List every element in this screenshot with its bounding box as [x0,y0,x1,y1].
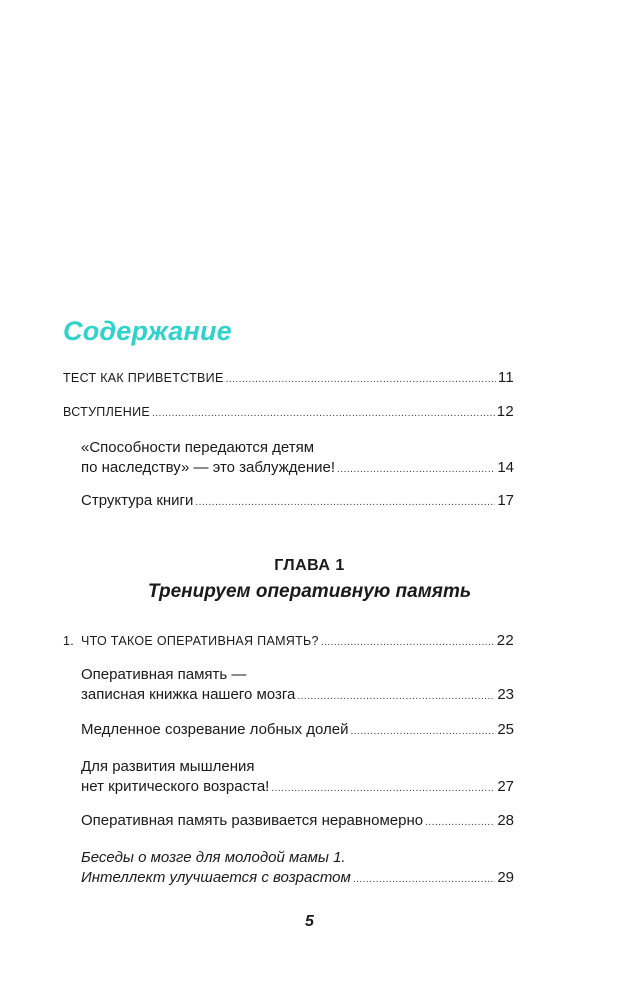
contents-title: Содержание [63,316,232,346]
toc-entry-line1: Для развития мышления [81,758,255,775]
dot-leader [425,813,495,833]
toc-page-number: 12 [496,403,514,420]
toc-entry-frontal-lobes[interactable] [81,720,514,742]
toc-page-number: 22 [496,632,514,649]
chapter-label: ГЛАВА 1 [274,557,345,574]
section-number: 1. [63,634,75,648]
toc-page-number: 17 [497,492,514,509]
dot-leader [297,687,495,707]
toc-entry-introduction[interactable] [63,402,514,424]
dot-leader [226,370,496,390]
toc-entry-abilities[interactable] [81,438,514,480]
toc-entry-line1: «Способности передаются детям [81,439,315,456]
toc-page-number: 14 [497,459,514,476]
toc-entry-test[interactable] [63,368,514,390]
toc-entry-uneven-development[interactable] [81,811,514,833]
toc-entry-text: Медленное созревание лобных долей [81,721,349,738]
toc-entry-text: ТЕСТ КАК ПРИВЕТСТВИЕ [63,371,224,385]
toc-entry-structure[interactable] [81,491,514,513]
toc-entry-section-1[interactable] [63,631,514,653]
toc-page-number: 25 [497,721,514,738]
dot-leader [337,460,495,480]
toc-page-number: 29 [497,869,514,886]
dot-leader [152,404,495,424]
dot-leader [271,779,495,799]
toc-entry-working-memory[interactable] [81,665,514,707]
toc-entry-text: Структура книги [81,492,194,509]
chapter-title: Тренируем оперативную память [147,581,472,602]
toc-entry-text: записная книжка нашего мозга [81,686,296,703]
toc-entry-text: Оперативная память развивается неравномерно [81,812,424,829]
dot-leader [195,493,495,513]
toc-page-number: 11 [497,369,514,386]
toc-page-number: 27 [497,778,514,795]
page-folio: 5 [305,913,314,930]
toc-entry-brain-talks[interactable] [81,848,514,890]
toc-page-number: 23 [497,686,514,703]
toc-entry-text: ВСТУПЛЕНИЕ [63,405,150,419]
toc-entry-no-critical-age[interactable] [81,757,514,799]
toc-page-number: 28 [497,812,514,829]
toc-entry-text: 1. ЧТО ТАКОЕ ОПЕРАТИВНАЯ ПАМЯТЬ? [63,631,319,651]
toc-entry-line1: Беседы о мозге для молодой мамы 1. [81,849,346,866]
toc-entry-text: по наследству» — это заблуждение! [81,459,336,476]
dot-leader [353,870,496,890]
dot-leader [321,633,495,653]
toc-entry-text: нет критического возраста! [81,778,270,795]
toc-entry-line1: Оперативная память — [81,666,247,683]
dot-leader [351,722,496,742]
toc-entry-text: Интеллект улучшается с возрастом [81,869,351,886]
